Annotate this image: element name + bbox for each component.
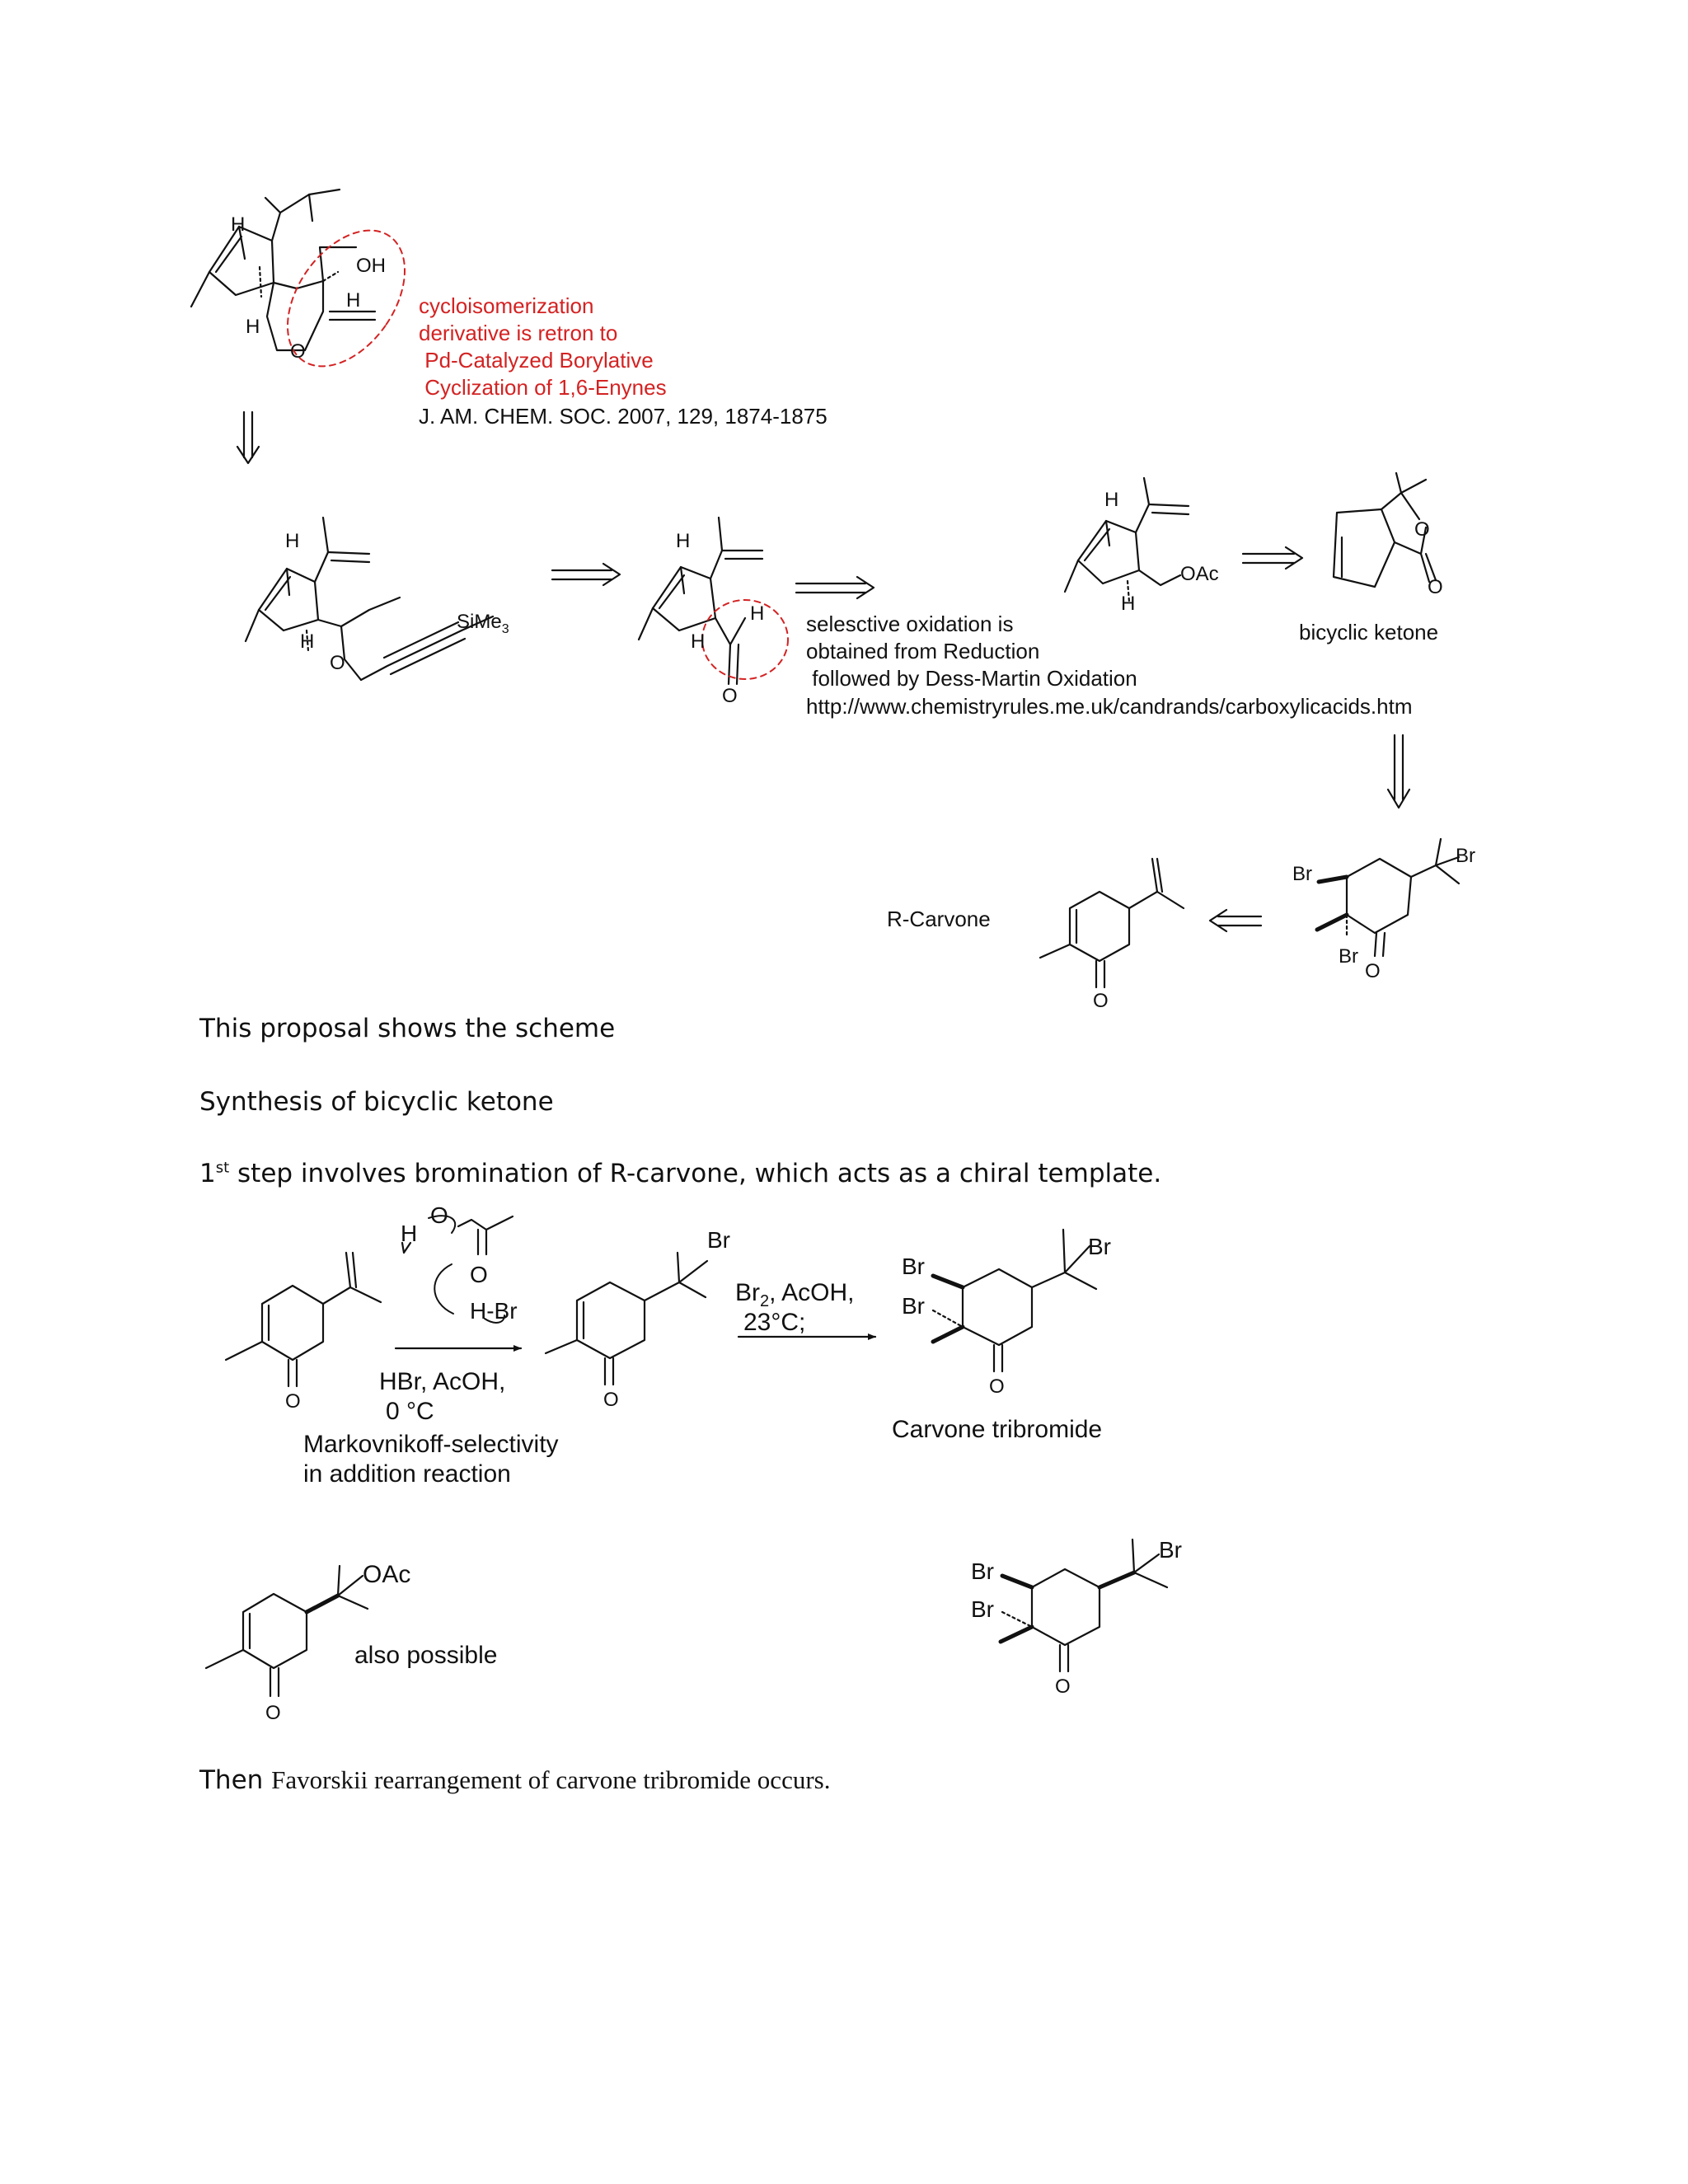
atom-br-5: Br bbox=[902, 1254, 925, 1279]
oxidation-note-line3: followed by Dess-Martin Oxidation bbox=[806, 666, 1137, 691]
atom-h-mech: H bbox=[401, 1221, 418, 1246]
atom-h-1: H bbox=[231, 213, 246, 236]
atom-oac-2: OAc bbox=[363, 1561, 411, 1588]
atom-br-3: Br bbox=[1456, 845, 1475, 867]
atom-br-2: Br bbox=[1339, 945, 1358, 968]
retro-arrow-right-3 bbox=[1243, 547, 1302, 569]
atom-h-8: H bbox=[691, 630, 706, 653]
retro-arrow-left bbox=[1210, 910, 1261, 931]
atom-h-7: H bbox=[750, 602, 765, 625]
atom-o-3: O bbox=[285, 1390, 301, 1413]
reagent-step1-line1: HBr, AcOH, bbox=[379, 1368, 506, 1395]
retro-arrow-right-1 bbox=[552, 564, 620, 585]
carvone-step1-structure bbox=[226, 1253, 381, 1386]
atom-br-9: Br bbox=[971, 1596, 994, 1622]
retro-arrow-right-2 bbox=[796, 577, 874, 598]
proposal-text: This proposal shows the scheme bbox=[199, 1014, 616, 1043]
acetate-structure bbox=[1065, 478, 1189, 602]
bromo-carvone-structure bbox=[546, 1253, 707, 1385]
atom-h-5: H bbox=[300, 630, 315, 653]
reagent-step2-line2: 23°C; bbox=[743, 1309, 806, 1336]
target-structure bbox=[191, 190, 429, 388]
atom-br-1: Br bbox=[1292, 863, 1312, 885]
carvone-tribromide-label: Carvone tribromide bbox=[892, 1416, 1103, 1443]
retro-arrow-down-1 bbox=[237, 412, 259, 463]
note-step1-line1: Markovnikoff-selectivity bbox=[303, 1431, 559, 1458]
reagent-step1-line2: 0 °C bbox=[386, 1398, 434, 1425]
atom-o-lactone-carbonyl: O bbox=[1428, 576, 1443, 598]
atom-o-lactone: O bbox=[1414, 518, 1430, 541]
step-description: 1st step involves bromination of R-carvone, which acts as a chiral template. bbox=[199, 1159, 1162, 1188]
atom-o-carbonyl: O bbox=[722, 685, 738, 707]
atom-sime3: SiMe$_3$ bbox=[457, 611, 509, 636]
atom-o-mech-2: O bbox=[470, 1262, 488, 1287]
retron-note-line2: derivative is retron to bbox=[419, 321, 618, 345]
reagent-step2-line1: $Br_2$, AcOH, bbox=[735, 1279, 855, 1310]
bicyclic-ketone-label: bicyclic ketone bbox=[1299, 620, 1439, 644]
citation: J. AM. CHEM. SOC. 2007, 129, 1874-1875 bbox=[419, 404, 828, 429]
atom-br-10: Br bbox=[1159, 1537, 1182, 1563]
atom-o-ether: O bbox=[330, 652, 345, 674]
atom-h-10: H bbox=[1121, 593, 1136, 615]
aldehyde-structure bbox=[639, 518, 788, 684]
atom-o-mech-1: O bbox=[430, 1202, 448, 1228]
atom-h-6: H bbox=[676, 530, 691, 552]
carvone-tribromide-structure bbox=[933, 1230, 1096, 1371]
atom-o-6: O bbox=[265, 1702, 281, 1724]
retron-note-line1: cycloisomerization bbox=[419, 293, 594, 318]
atom-h-2: H bbox=[346, 289, 361, 312]
atom-br-7: Br bbox=[1088, 1234, 1111, 1259]
tribromide-structure-2 bbox=[1001, 1540, 1167, 1671]
atom-o-ring: O bbox=[290, 340, 306, 363]
favorskii-text: Then Favorskii rearrangement of carvone tribromide occurs. bbox=[199, 1765, 831, 1795]
atom-oh: OH bbox=[356, 255, 386, 277]
aldehyde-highlight-circle bbox=[702, 600, 788, 679]
atom-h-9: H bbox=[1104, 489, 1119, 511]
oxidation-note-line1: selesctive oxidation is bbox=[806, 612, 1014, 636]
atom-br-4: Br bbox=[707, 1227, 730, 1253]
atom-br-8: Br bbox=[971, 1558, 994, 1584]
atom-o-4: O bbox=[603, 1389, 619, 1411]
atom-h-br: H-Br bbox=[470, 1298, 518, 1324]
enyne-structure bbox=[246, 518, 493, 680]
retro-arrow-down-2 bbox=[1388, 735, 1409, 808]
atom-oac: OAc bbox=[1180, 563, 1219, 585]
retron-note-line3: Pd-Catalyzed Borylative bbox=[419, 348, 654, 373]
also-possible-label: also possible bbox=[354, 1642, 498, 1669]
section-heading: Synthesis of bicyclic ketone bbox=[199, 1087, 554, 1117]
atom-o-5: O bbox=[989, 1376, 1005, 1398]
note-step1-line2: in addition reaction bbox=[303, 1460, 511, 1488]
atom-o-2: O bbox=[1093, 990, 1109, 1012]
r-carvone-label: R-Carvone bbox=[887, 907, 991, 931]
dibromide-structure bbox=[1317, 839, 1459, 956]
atom-h-4: H bbox=[285, 530, 300, 552]
r-carvone-structure bbox=[1040, 859, 1184, 987]
atom-h-3: H bbox=[246, 316, 260, 338]
oxidation-note-url: http://www.chemistryrules.me.uk/candrands/carboxylicacids.htm bbox=[806, 694, 1413, 719]
retron-note-line4: Cyclization of 1,6-Enynes bbox=[419, 375, 667, 400]
atom-o-7: O bbox=[1055, 1675, 1071, 1698]
acetoxy-carvone-structure bbox=[206, 1566, 368, 1696]
atom-o-1: O bbox=[1365, 960, 1381, 982]
oxidation-note-line2: obtained from Reduction bbox=[806, 639, 1040, 663]
atom-br-6: Br bbox=[902, 1293, 925, 1319]
